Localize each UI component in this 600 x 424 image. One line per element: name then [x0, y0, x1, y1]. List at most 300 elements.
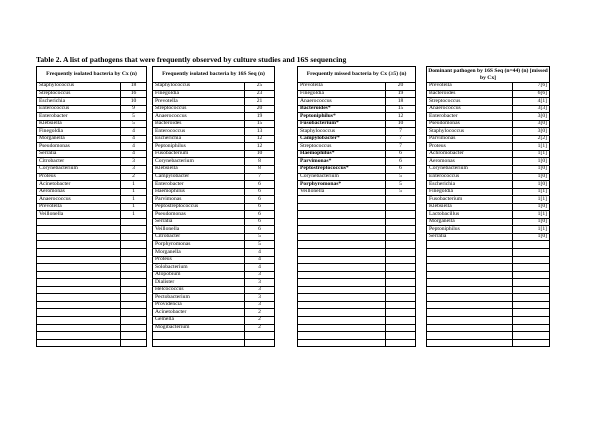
- table-row: [153, 173, 275, 181]
- count-cell: 9: [121, 105, 147, 113]
- count-cell: [386, 241, 416, 249]
- count-cell: 4[1]: [513, 98, 550, 106]
- count-cell: 6: [245, 188, 275, 196]
- bacteria-name-cell: [427, 316, 513, 324]
- count-cell: 1[0]: [513, 181, 550, 189]
- table-row: [153, 309, 275, 317]
- bacteria-name-cell: Proteus: [153, 256, 245, 264]
- bacteria-name-cell: [298, 301, 386, 309]
- bacteria-name-cell: Fusobacterium*: [298, 120, 386, 128]
- table-row: [37, 188, 147, 196]
- count-cell: [513, 249, 550, 257]
- count-cell: [386, 203, 416, 211]
- table-row: [298, 294, 416, 302]
- count-cell: [386, 332, 416, 340]
- table-row: [37, 120, 147, 128]
- table-isolated-by-cx: [36, 66, 147, 347]
- count-cell: 6: [386, 150, 416, 158]
- bacteria-name-cell: Helcococcus: [153, 286, 245, 294]
- table-row: [37, 98, 147, 106]
- count-cell: [121, 271, 147, 279]
- count-cell: 1: [121, 181, 147, 189]
- bacteria-name-cell: [427, 241, 513, 249]
- table-row: [153, 203, 275, 211]
- count-cell: [386, 301, 416, 309]
- table-row: [153, 135, 275, 143]
- table-row: [298, 83, 416, 91]
- table-row: [153, 143, 275, 151]
- table-row: [153, 286, 275, 294]
- count-cell: [386, 233, 416, 241]
- table-row: [153, 218, 275, 226]
- count-cell: 19: [386, 90, 416, 98]
- count-cell: [513, 279, 550, 287]
- bacteria-name-cell: Pseudomonas: [37, 143, 121, 151]
- count-cell: 6[6]: [513, 90, 550, 98]
- bacteria-name-cell: [37, 301, 121, 309]
- bacteria-name-cell: Fusobacterium: [153, 150, 245, 158]
- bacteria-name-cell: Peptoniphilus: [153, 143, 245, 151]
- count-cell: [386, 316, 416, 324]
- count-cell: 5: [386, 181, 416, 189]
- table-row: [427, 158, 550, 166]
- count-cell: [386, 218, 416, 226]
- table-row: [153, 196, 275, 204]
- bacteria-name-cell: [298, 196, 386, 204]
- count-cell: [121, 218, 147, 226]
- table-row: [298, 309, 416, 317]
- table-row: [153, 128, 275, 136]
- count-cell: 7: [386, 143, 416, 151]
- bacteria-name-cell: Prevotella: [427, 83, 513, 91]
- bacteria-name-cell: Pseudomonas: [427, 120, 513, 128]
- table-row: [298, 181, 416, 189]
- table-row: [427, 83, 550, 91]
- table-row: [427, 211, 550, 219]
- count-cell: [386, 324, 416, 332]
- bacteria-name-cell: [298, 271, 386, 279]
- bacteria-name-cell: Campylobacter*: [298, 135, 386, 143]
- table-row: [298, 324, 416, 332]
- bacteria-name-cell: Staphylococcus: [298, 128, 386, 136]
- bacteria-name-cell: Staphylococcus: [427, 128, 513, 136]
- table-row: [37, 226, 147, 234]
- count-cell: 2: [245, 309, 275, 317]
- table-missed-by-cx: [297, 66, 416, 347]
- count-cell: [121, 226, 147, 234]
- table-row: [298, 264, 416, 272]
- column-header: Frequently isolated bacteria by 16S Seq (n): [153, 67, 275, 83]
- count-cell: 6: [245, 211, 275, 219]
- bacteria-name-cell: [427, 294, 513, 302]
- count-cell: 10: [121, 98, 147, 106]
- bacteria-name-cell: Streptococcus: [427, 98, 513, 106]
- table-row: [153, 249, 275, 257]
- table-row: [427, 332, 550, 340]
- count-cell: 5: [245, 233, 275, 241]
- table-row: [298, 301, 416, 309]
- table-row: [298, 173, 416, 181]
- bacteria-name-cell: Enterobacter: [427, 113, 513, 121]
- count-cell: 3[0]: [513, 113, 550, 121]
- table-row: [298, 233, 416, 241]
- bacteria-name-cell: Providencia: [153, 301, 245, 309]
- table-row: [153, 166, 275, 174]
- table-row: [37, 203, 147, 211]
- count-cell: 7: [245, 173, 275, 181]
- table-row: [298, 332, 416, 340]
- bacteria-name-cell: [37, 339, 121, 347]
- count-cell: 15: [245, 120, 275, 128]
- count-cell: 1: [121, 188, 147, 196]
- bacteria-name-cell: [298, 264, 386, 272]
- bacteria-name-cell: Peptoniphilus: [427, 226, 513, 234]
- count-cell: [513, 324, 550, 332]
- table-row: [298, 279, 416, 287]
- count-cell: 4: [121, 135, 147, 143]
- count-cell: 4: [121, 128, 147, 136]
- count-cell: 25: [245, 83, 275, 91]
- bacteria-name-cell: [37, 279, 121, 287]
- count-cell: [386, 196, 416, 204]
- count-cell: 1[0]: [513, 173, 550, 181]
- bacteria-name-cell: [298, 339, 386, 347]
- count-cell: 16: [121, 90, 147, 98]
- table-row: [153, 105, 275, 113]
- bacteria-name-cell: Corynebacterium: [298, 173, 386, 181]
- table-row: [37, 264, 147, 272]
- table-row: [298, 90, 416, 98]
- count-cell: [386, 256, 416, 264]
- table-row: [37, 332, 147, 340]
- count-cell: 2: [245, 316, 275, 324]
- table-row: [298, 128, 416, 136]
- count-cell: 3[0]: [513, 120, 550, 128]
- count-cell: 8: [245, 158, 275, 166]
- bacteria-name-cell: [427, 264, 513, 272]
- count-cell: 3: [245, 279, 275, 287]
- count-cell: 20: [245, 105, 275, 113]
- count-cell: 1[0]: [513, 233, 550, 241]
- table-row: [298, 105, 416, 113]
- table-row: [153, 264, 275, 272]
- bacteria-name-cell: Solobacterium: [153, 264, 245, 272]
- count-cell: 10: [245, 150, 275, 158]
- table-row: [153, 181, 275, 189]
- table-row: [153, 316, 275, 324]
- count-cell: 1: [121, 196, 147, 204]
- table-row: [37, 316, 147, 324]
- count-cell: 1[0]: [513, 203, 550, 211]
- count-cell: [513, 286, 550, 294]
- bacteria-name-cell: Aeromonas: [37, 188, 121, 196]
- table-row: [427, 181, 550, 189]
- count-cell: [386, 309, 416, 317]
- table-row: [37, 309, 147, 317]
- table-row: [427, 113, 550, 121]
- bacteria-name-cell: Streptococcus: [37, 90, 121, 98]
- table-row: [153, 241, 275, 249]
- count-cell: [121, 324, 147, 332]
- table-row: [153, 256, 275, 264]
- bacteria-name-cell: Proteus: [427, 143, 513, 151]
- count-cell: 3: [245, 294, 275, 302]
- bacteria-name-cell: Fusobacterium: [427, 196, 513, 204]
- table-row: [37, 301, 147, 309]
- table-row: [427, 218, 550, 226]
- count-cell: [121, 256, 147, 264]
- table-row: [427, 166, 550, 174]
- bacteria-name-cell: Campylobacter: [153, 173, 245, 181]
- table-row: [427, 249, 550, 257]
- bacteria-name-cell: Peptoniphilus*: [298, 113, 386, 121]
- bacteria-name-cell: [298, 211, 386, 219]
- bacteria-name-cell: Bacteroides*: [298, 105, 386, 113]
- table-row: [298, 256, 416, 264]
- table-row: [298, 218, 416, 226]
- bacteria-name-cell: [298, 226, 386, 234]
- table-row: [37, 150, 147, 158]
- count-cell: 1: [121, 211, 147, 219]
- count-cell: [386, 294, 416, 302]
- bacteria-name-cell: Escherichia: [153, 135, 245, 143]
- bacteria-name-cell: Corynebacterium: [427, 166, 513, 174]
- table-row: [427, 203, 550, 211]
- count-cell: [386, 339, 416, 347]
- table-row: [298, 339, 416, 347]
- bacteria-name-cell: Mogibacterium: [153, 324, 245, 332]
- count-cell: 18: [121, 83, 147, 91]
- table-row: [153, 90, 275, 98]
- table-row: [37, 83, 147, 91]
- bacteria-name-cell: Enterobacter: [37, 113, 121, 121]
- count-cell: 4: [121, 143, 147, 151]
- bacteria-name-cell: [37, 286, 121, 294]
- table-row: [298, 113, 416, 121]
- table-row: [37, 166, 147, 174]
- count-cell: 2[2]: [513, 135, 550, 143]
- count-cell: [121, 279, 147, 287]
- bacteria-name-cell: [37, 226, 121, 234]
- bacteria-name-cell: [298, 332, 386, 340]
- count-cell: 2: [121, 173, 147, 181]
- table-row: [153, 83, 275, 91]
- table-row: [37, 143, 147, 151]
- bacteria-name-cell: Finegoldia: [298, 90, 386, 98]
- table-isolated-by-16s: [152, 66, 275, 347]
- bacteria-name-cell: Porphyromonas*: [298, 181, 386, 189]
- count-cell: 1[0]: [513, 158, 550, 166]
- bacteria-name-cell: Morganella: [427, 218, 513, 226]
- bacteria-name-cell: Morganella: [153, 249, 245, 257]
- count-cell: 20: [386, 83, 416, 91]
- count-cell: 3: [121, 158, 147, 166]
- count-cell: [245, 332, 275, 340]
- bacteria-name-cell: Parvimonas: [427, 135, 513, 143]
- column-header: Frequently missed bacteria by Cx (≥5) (n): [298, 67, 416, 83]
- table-row: [37, 256, 147, 264]
- bacteria-name-cell: Pseudomonas: [153, 211, 245, 219]
- count-cell: [386, 249, 416, 257]
- count-cell: 12: [386, 113, 416, 121]
- bacteria-name-cell: Pectobacterium: [153, 294, 245, 302]
- count-cell: [121, 249, 147, 257]
- table-row: [37, 249, 147, 257]
- table-row: [37, 158, 147, 166]
- bacteria-name-cell: Finegoldia: [427, 188, 513, 196]
- table-row: [153, 150, 275, 158]
- count-cell: [513, 256, 550, 264]
- table-row: [37, 211, 147, 219]
- bacteria-name-cell: Peptostreptococcus: [153, 203, 245, 211]
- count-cell: 3[0]: [513, 128, 550, 136]
- count-cell: 1[1]: [513, 226, 550, 234]
- table-row: [153, 332, 275, 340]
- table-row: [298, 249, 416, 257]
- table-row: [427, 173, 550, 181]
- bacteria-name-cell: [37, 271, 121, 279]
- bacteria-name-cell: [37, 294, 121, 302]
- table-row: [427, 226, 550, 234]
- count-cell: [386, 211, 416, 219]
- count-cell: [121, 332, 147, 340]
- bacteria-name-cell: [298, 309, 386, 317]
- table-row: [37, 113, 147, 121]
- bacteria-name-cell: [427, 301, 513, 309]
- count-cell: 3: [245, 271, 275, 279]
- count-cell: 10: [386, 120, 416, 128]
- bacteria-name-cell: [37, 249, 121, 257]
- count-cell: 1[0]: [513, 166, 550, 174]
- count-cell: 7: [386, 135, 416, 143]
- table-row: [37, 241, 147, 249]
- bacteria-name-cell: [37, 324, 121, 332]
- table-row: [37, 128, 147, 136]
- bacteria-name-cell: Serratia: [427, 233, 513, 241]
- bacteria-name-cell: Escherichia: [37, 98, 121, 106]
- table-row: [153, 113, 275, 121]
- bacteria-name-cell: Proteus: [37, 173, 121, 181]
- table-row: [37, 173, 147, 181]
- bacteria-name-cell: Citrobacter: [153, 233, 245, 241]
- bacteria-name-cell: Staphylococcus: [37, 83, 121, 91]
- count-cell: [513, 316, 550, 324]
- count-cell: 12: [245, 135, 275, 143]
- table-row: [153, 301, 275, 309]
- count-cell: 6: [245, 226, 275, 234]
- bacteria-name-cell: Enterococcus: [153, 128, 245, 136]
- bacteria-name-cell: Haemophilus*: [298, 150, 386, 158]
- bacteria-name-cell: [427, 324, 513, 332]
- count-cell: 21: [245, 98, 275, 106]
- bacteria-name-cell: [427, 249, 513, 257]
- bacteria-name-cell: [298, 256, 386, 264]
- count-cell: [513, 309, 550, 317]
- bacteria-name-cell: Finegoldia: [153, 90, 245, 98]
- bacteria-name-cell: [298, 279, 386, 287]
- table-row: [427, 324, 550, 332]
- table-row: [298, 135, 416, 143]
- count-cell: 7[6]: [513, 83, 550, 91]
- bacteria-name-cell: Lactobacillus: [427, 211, 513, 219]
- table-row: [37, 196, 147, 204]
- bacteria-name-cell: Dialister: [153, 279, 245, 287]
- count-cell: [513, 332, 550, 340]
- count-cell: [513, 264, 550, 272]
- count-cell: 6: [245, 218, 275, 226]
- table-row: [427, 196, 550, 204]
- table-row: [153, 339, 275, 347]
- bacteria-name-cell: Anaerococcus: [298, 98, 386, 106]
- count-cell: [513, 294, 550, 302]
- bacteria-name-cell: Anaerococcus: [427, 105, 513, 113]
- count-cell: 6: [386, 158, 416, 166]
- column-header: Frequently isolated bacteria by Cx (n): [37, 67, 147, 83]
- table-row: [427, 309, 550, 317]
- bacteria-name-cell: Klebsiella: [153, 166, 245, 174]
- count-cell: 4: [245, 249, 275, 257]
- bacteria-name-cell: Enterococcus: [37, 105, 121, 113]
- table-row: [37, 324, 147, 332]
- table-row: [37, 294, 147, 302]
- table-row: [427, 256, 550, 264]
- table-row: [37, 135, 147, 143]
- bacteria-name-cell: Staphylococcus: [153, 83, 245, 91]
- table-row: [153, 226, 275, 234]
- bacteria-name-cell: Streptococcus: [153, 105, 245, 113]
- bacteria-name-cell: Haemophilus: [153, 188, 245, 196]
- column-header: Dominant pathogen by 16S Seq (n=44) (n) [missed by Cx]: [428, 68, 548, 81]
- table-row: [37, 339, 147, 347]
- count-cell: 2: [245, 324, 275, 332]
- count-cell: 13: [245, 128, 275, 136]
- table-row: [427, 339, 550, 347]
- bacteria-name-cell: Veillonella: [153, 226, 245, 234]
- bacteria-name-cell: [298, 203, 386, 211]
- count-cell: [513, 241, 550, 249]
- bacteria-name-cell: [427, 279, 513, 287]
- count-cell: [121, 316, 147, 324]
- bacteria-name-cell: Corynebacterium: [37, 166, 121, 174]
- count-cell: 5: [386, 188, 416, 196]
- count-cell: 18: [386, 98, 416, 106]
- count-cell: [513, 339, 550, 347]
- table-row: [298, 158, 416, 166]
- table-row: [298, 196, 416, 204]
- count-cell: 23: [245, 90, 275, 98]
- table-row: [427, 301, 550, 309]
- bacteria-name-cell: Prevotella: [298, 83, 386, 91]
- count-cell: 1[0]: [513, 218, 550, 226]
- bacteria-name-cell: Parvimonas*: [298, 158, 386, 166]
- table-row: [298, 166, 416, 174]
- bacteria-name-cell: Streptococcus: [298, 143, 386, 151]
- table-row: [427, 98, 550, 106]
- count-cell: [513, 271, 550, 279]
- bacteria-name-cell: [298, 241, 386, 249]
- count-cell: 4: [121, 150, 147, 158]
- table-row: [427, 271, 550, 279]
- count-cell: [121, 301, 147, 309]
- table-row: [427, 90, 550, 98]
- bacteria-name-cell: Klebsiella: [37, 120, 121, 128]
- table-row: [427, 105, 550, 113]
- bacteria-name-cell: Morganella: [37, 135, 121, 143]
- bacteria-name-cell: [37, 233, 121, 241]
- bacteria-name-cell: [37, 332, 121, 340]
- count-cell: 7: [386, 128, 416, 136]
- count-cell: 15: [386, 105, 416, 113]
